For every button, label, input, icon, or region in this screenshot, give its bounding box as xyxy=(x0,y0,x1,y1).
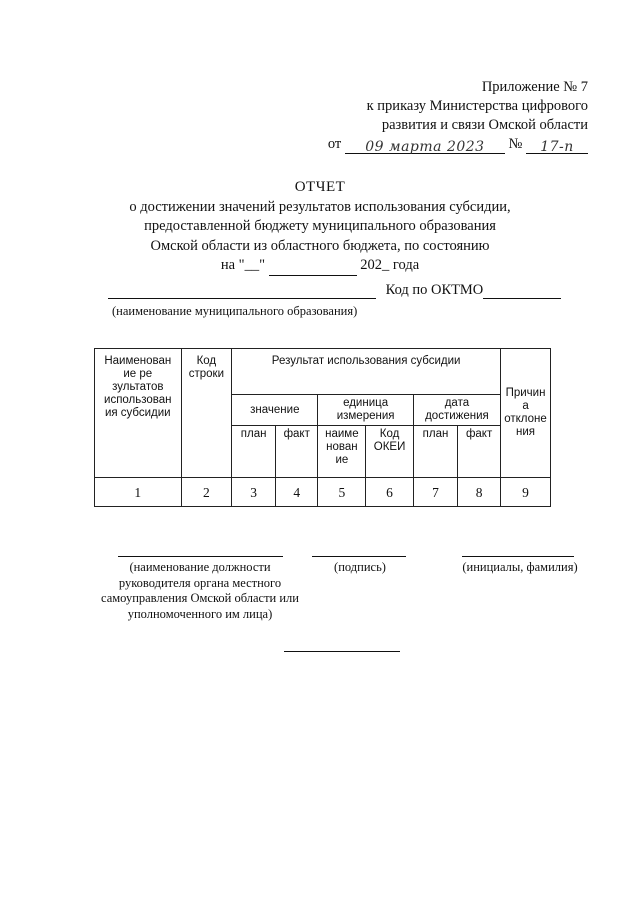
col-number: 5 xyxy=(318,478,366,507)
header-achievement-date: дата достижения xyxy=(413,395,500,426)
header-unit: единица измерения xyxy=(318,395,413,426)
approval-order: к приказу Министерства цифрового xyxy=(366,98,588,114)
handwritten-date: 09 марта 2023 xyxy=(365,139,485,155)
approval-appendix: Приложение № 7 xyxy=(481,79,588,95)
oktmo-label: Код по ОКТМО xyxy=(385,282,484,298)
date-field xyxy=(345,138,505,154)
col-number: 9 xyxy=(501,478,551,507)
initials-caption: (инициалы, фамилия) xyxy=(462,560,578,574)
report-subtitle-line1: о достижении значений результатов использования субсидии, xyxy=(129,198,511,215)
report-date-year: 202_ года xyxy=(360,257,420,273)
header-result-name: Наименован ие ре зультатов использован ия субсидии xyxy=(95,349,182,478)
number-label: № xyxy=(508,136,523,152)
header-row-code: Код строки xyxy=(181,349,232,478)
col-number: 7 xyxy=(413,478,457,507)
position-line xyxy=(118,556,283,557)
header-unit-name: наиме нован ие xyxy=(318,426,366,478)
position-caption: (наименование должности руководителя органа местного самоуправления Омской области или уполномоченного им лица) xyxy=(101,560,299,621)
report-subtitle-line3: Омской области из областного бюджета, по состоянию xyxy=(150,237,490,254)
org-row xyxy=(108,282,561,299)
approval-ministry: развития и связи Омской области xyxy=(381,117,588,133)
signature-line xyxy=(312,556,406,557)
header-value: значение xyxy=(232,395,318,426)
report-month-blank xyxy=(269,261,357,276)
table-row xyxy=(95,478,551,507)
report-date-row xyxy=(0,256,640,276)
col-number: 1 xyxy=(95,478,182,507)
initials-line xyxy=(462,556,574,557)
header-date-plan: план xyxy=(413,426,457,478)
approval-date-row xyxy=(328,135,588,154)
col-number: 8 xyxy=(458,478,501,507)
report-subtitle-line2: предоставленной бюджету муниципального образования xyxy=(144,218,496,234)
header-date-fact: факт xyxy=(458,426,501,478)
report-title-block xyxy=(0,178,640,276)
approval-block xyxy=(328,78,588,154)
from-label: от xyxy=(327,136,342,152)
signature-caption: (подпись) xyxy=(334,560,386,574)
col-number: 4 xyxy=(276,478,318,507)
bottom-separator xyxy=(284,651,400,652)
header-plan: план xyxy=(232,426,276,478)
col-number: 6 xyxy=(366,478,413,507)
handwritten-number: 17-п xyxy=(540,139,574,155)
header-deviation-reason: Причин а отклоне ния xyxy=(501,349,551,478)
header-okei-code: Код ОКЕИ xyxy=(366,426,413,478)
report-date-prefix: на "__" xyxy=(220,257,266,273)
oktmo-blank xyxy=(483,284,561,299)
number-field xyxy=(526,138,588,154)
header-fact: факт xyxy=(276,426,318,478)
org-name-blank xyxy=(108,284,376,299)
col-number: 2 xyxy=(181,478,232,507)
report-heading: ОТЧЕТ xyxy=(294,179,346,195)
org-caption: (наименование муниципального образования) xyxy=(112,304,358,318)
report-table xyxy=(94,348,551,507)
header-subsidy-result: Результат использования субсидии xyxy=(232,349,501,395)
col-number: 3 xyxy=(232,478,276,507)
